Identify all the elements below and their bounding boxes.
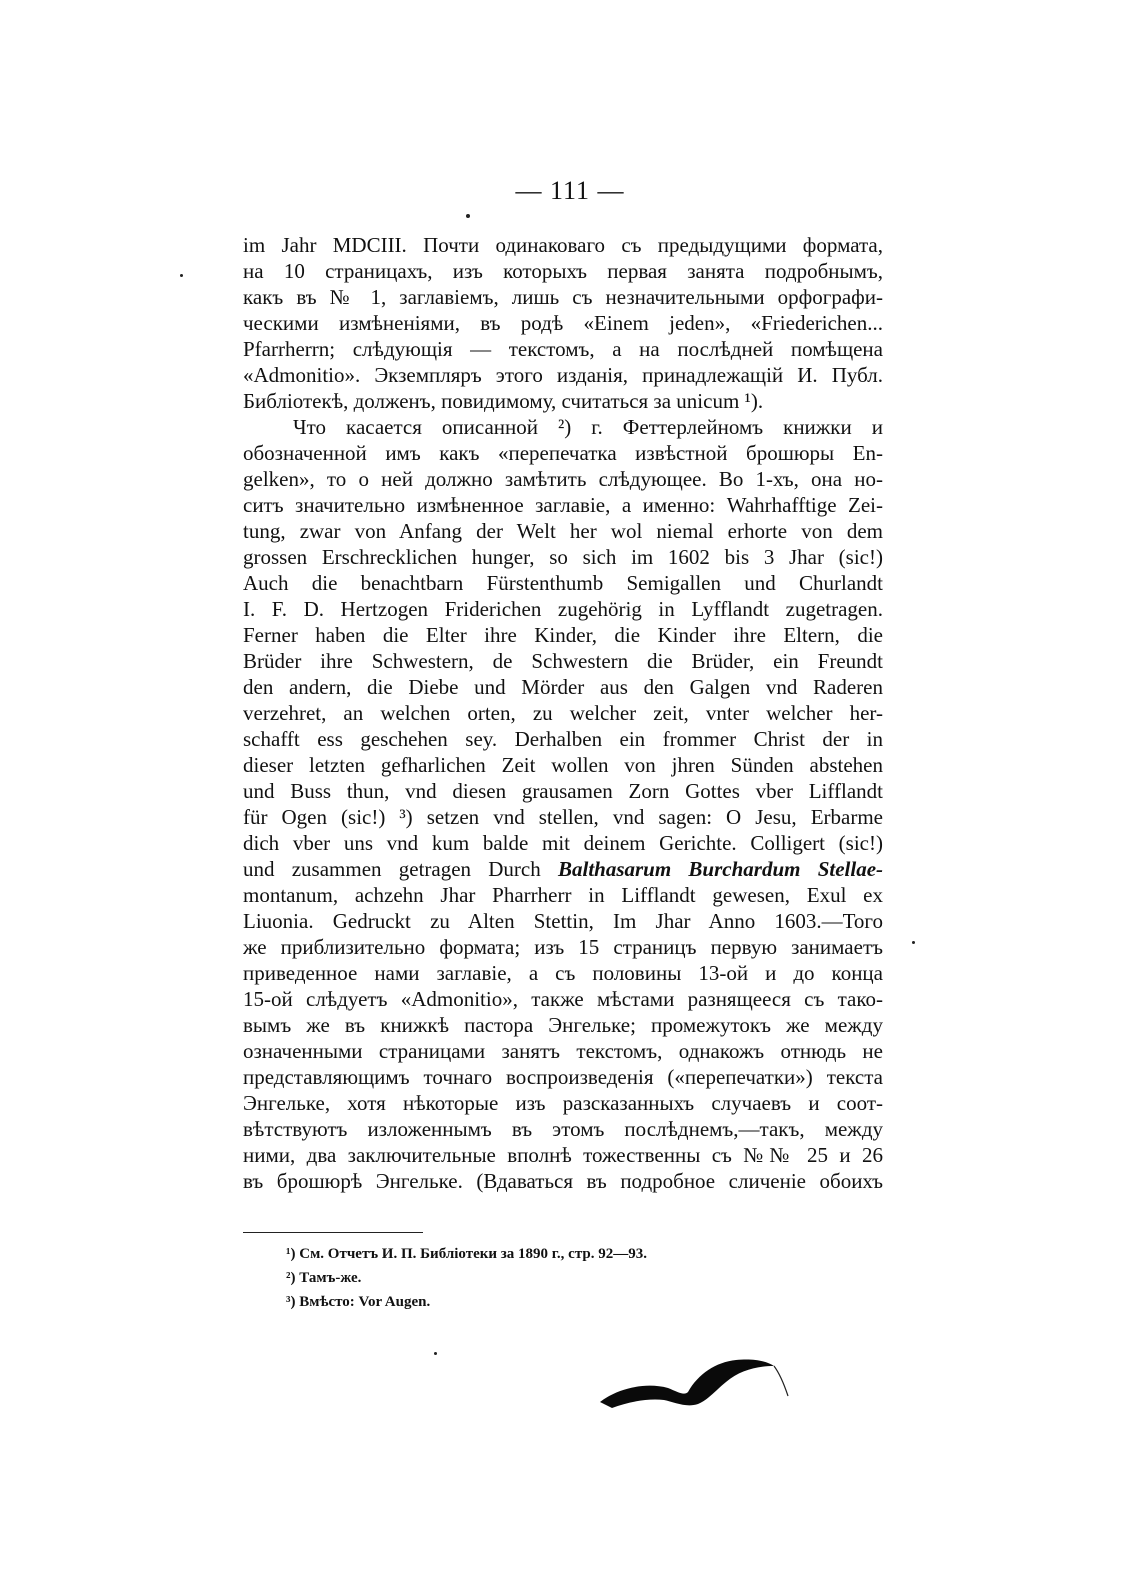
text-line: Энгельке, хотя нѣкоторые изъ разсказанныхъ случаевъ и соот-	[243, 1091, 883, 1115]
text-line: въ брошюрѣ Энгельке. (Вдаваться въ подробное сличеніе обоихъ	[243, 1169, 883, 1193]
text-line: представляющимъ точнаго воспроизведенія («перепечатки») текста	[243, 1065, 883, 1089]
text-line: Auch die benachtbarn Fürstenthumb Semigallen und Churlandt	[243, 571, 883, 595]
text-line: вѣтствуютъ изложеннымъ въ этомъ послѣднемъ,—такъ, между	[243, 1117, 883, 1141]
text-line: montanum, achzehn Jhar Pharrherr in Lifflandt gewesen, Exul ex	[243, 883, 883, 907]
text-line: für Ogen (sic!) ³) setzen vnd stellen, vnd sagen: O Jesu, Erbarme	[243, 805, 883, 829]
text-line: означенными страницами занятъ текстомъ, однакожъ отнюдь не	[243, 1039, 883, 1063]
print-speck	[466, 214, 470, 218]
text-line: на 10 страницахъ, изъ которыхъ первая занята подробнымъ,	[243, 259, 883, 283]
text-line: Библіотекѣ, долженъ, повидимому, считаться за unicum ¹).	[243, 389, 764, 413]
print-speck	[434, 1352, 437, 1355]
text-line: tung, zwar von Anfang der Welt her wol niemal erhorte von dem	[243, 519, 883, 543]
text-line: den andern, die Diebe und Mörder aus den Galgen vnd Raderen	[243, 675, 883, 699]
text-line: приведенное нами заглавіе, а съ половины 13-ой и до конца	[243, 961, 883, 985]
footnotes	[286, 1242, 647, 1314]
text-line: ческими измѣненіями, въ родѣ «Einem jeden», «Friederichen...	[243, 311, 883, 335]
text-line: какъ въ № 1, заглавіемъ, лишь съ незначительными орфографи-	[243, 285, 883, 309]
text-line: schafft ess geschehen sey. Derhalben ein frommer Christ der in	[243, 727, 883, 751]
text-line: Brüder ihre Schwestern, de Schwestern die Brüder, ein Freundt	[243, 649, 883, 673]
text-line: ситъ значительно измѣненное заглавіе, а именно: Wahrhafftige Zei-	[243, 493, 883, 517]
text-line: im Jahr MDCIII. Почти одинаковаго съ предыдущими формата,	[243, 233, 883, 257]
text-line: же приблизительно формата; изъ 15 страницъ первую занимаетъ	[243, 935, 883, 959]
text-line: Liuonia. Gedruckt zu Alten Stettin, Im Jhar Anno 1603.—Того	[243, 909, 883, 933]
text-line: und Buss thun, vnd diesen grausamen Zorn Gottes vber Lifflandt	[243, 779, 883, 803]
text-line-with-italic-name	[243, 856, 883, 882]
text-line-start: und zusammen getragen Durch	[243, 857, 541, 881]
text-line: I. F. D. Hertzogen Friderichen zugehörig in Lyfflandt zugetragen.	[243, 597, 883, 621]
text-line: «Admonitio». Экземпляръ этого изданія, принадлежащій И. Публ.	[243, 363, 883, 387]
print-speck	[912, 941, 915, 944]
text-line: Что касается описанной ²) г. Феттерлейномъ книжки и	[293, 415, 883, 439]
print-speck	[180, 274, 183, 277]
text-line: обозначенной имъ какъ «перепечатка извѣстной брошюры En-	[243, 441, 883, 465]
text-line: ними, два заключительные вполнѣ тожественны съ №№ 25 и 26	[243, 1143, 883, 1167]
text-line: вымъ же въ книжкѣ пастора Энгельке; промежутокъ же между	[243, 1013, 883, 1037]
ink-blot-ornament	[598, 1352, 798, 1412]
text-line: dieser letzten gefharlichen Zeit wollen von jhren Sünden abstehen	[243, 753, 883, 777]
text-line: Pfarrherrn; слѣдующія — текстомъ, а на послѣдней помѣщена	[243, 337, 883, 361]
text-line: grossen Erschrecklichen hunger, so sich im 1602 bis 3 Jhar (sic!)	[243, 545, 883, 569]
text-line: 15-ой слѣдуетъ «Admonitio», также мѣстами разнящееся съ тако-	[243, 987, 883, 1011]
footnote-1: ¹) См. Отчетъ И. П. Библіотеки за 1890 г., стр. 92—93.	[286, 1246, 647, 1262]
footnote-2: ²) Тамъ-же.	[286, 1270, 362, 1286]
page-number: — 111 —	[515, 176, 625, 205]
text-line: gelken», то о ней должно замѣтить слѣдующее. Во 1-хъ, она но-	[243, 467, 883, 491]
text-line: dich vber uns vnd kum balde mit deinem Gerichte. Colligert (sic!)	[243, 831, 883, 855]
italic-author-name: Balthasarum Burchardum Stellae-	[557, 857, 883, 881]
text-line: Ferner haben die Elter ihre Kinder, die Kinder ihre Eltern, die	[243, 623, 883, 647]
body-text	[243, 232, 883, 1194]
text-line: verzehret, an welchen orten, zu welcher zeit, vnter welcher her-	[243, 701, 883, 725]
footnote-3: ³) Вмѣсто: Vor Augen.	[286, 1294, 431, 1310]
footnote-divider	[243, 1232, 423, 1233]
